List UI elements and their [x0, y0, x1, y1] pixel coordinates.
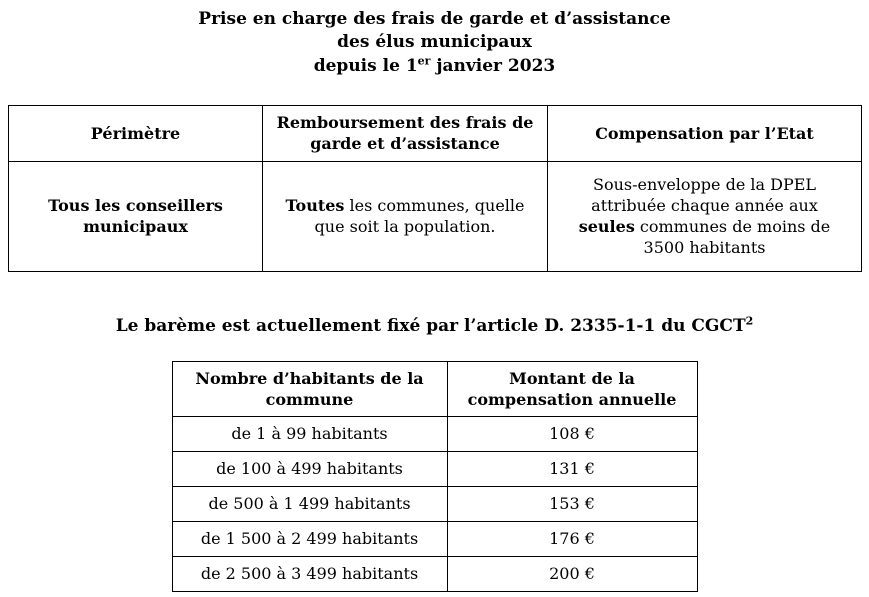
title-line3-prefix: depuis le 1 [313, 55, 418, 76]
cell-habitants-range: de 2 500 à 3 499 habitants [172, 556, 447, 591]
compensation-table [172, 361, 698, 592]
cell-habitants-range: de 1 500 à 2 499 habitants [172, 521, 447, 556]
cell-amount: 108 € [447, 416, 697, 451]
header-compensation: Compensation par l’Etat [548, 106, 862, 161]
table-row [172, 521, 697, 556]
title-superscript-er: er [417, 54, 431, 68]
cell-habitants-range: de 500 à 1 499 habitants [172, 486, 447, 521]
bareme-heading-text: Le barème est actuellement fixé par l’article D. 2335-1-1 du CGCT [115, 315, 746, 336]
bareme-footnote-marker: 2 [745, 313, 754, 327]
cell-amount: 200 € [447, 556, 697, 591]
cell-compensation-part2: communes de moins de 3500 habitants [634, 217, 831, 258]
cell-perimetre [9, 161, 263, 271]
header-nombre-habitants: Nombre d’habitants de la commune [172, 361, 447, 416]
cell-amount: 131 € [447, 451, 697, 486]
compensation-table-header-row [172, 361, 697, 416]
title-line2: des élus municipaux [337, 32, 532, 53]
header-perimetre: Périmètre [9, 106, 263, 161]
table-row [172, 451, 697, 486]
cell-perimetre-text: Tous les conseillers municipaux [48, 195, 223, 237]
cell-compensation [548, 161, 862, 271]
cell-habitants-range: de 100 à 499 habitants [172, 451, 447, 486]
document-title [0, 8, 869, 78]
header-remboursement: Remboursement des frais de garde et d’assistance [263, 106, 548, 161]
header-montant: Montant de la compensation annuelle [447, 361, 697, 416]
cell-remboursement-rest: les communes, quelle que soit la population. [314, 195, 525, 237]
title-line3 [314, 56, 556, 76]
title-line1: Prise en charge des frais de garde et d’assistance [198, 9, 671, 29]
bareme-heading [0, 313, 869, 336]
table-row [172, 416, 697, 451]
cell-amount: 176 € [447, 521, 697, 556]
coverage-table [8, 105, 862, 271]
cell-habitants-range: de 1 à 99 habitants [172, 416, 447, 451]
table-row [172, 486, 697, 521]
cell-remboursement-bold: Toutes [285, 195, 345, 215]
table-row [172, 556, 697, 591]
coverage-table-header-row [9, 106, 862, 161]
title-line3-suffix: janvier 2023 [430, 55, 556, 76]
table-row [9, 161, 862, 271]
cell-compensation-part1: Sous-enveloppe de la DPEL attribuée chaque année aux [591, 174, 818, 215]
cell-compensation-bold: seules [578, 217, 635, 237]
cell-amount: 153 € [447, 486, 697, 521]
cell-remboursement [263, 161, 548, 271]
